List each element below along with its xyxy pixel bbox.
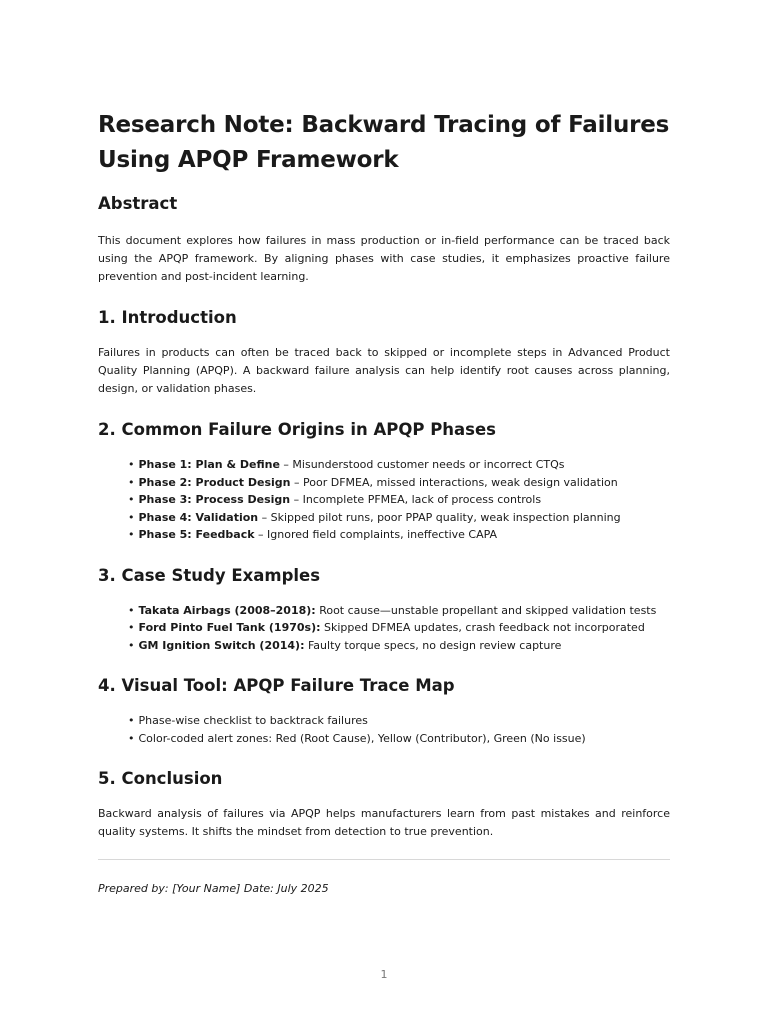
visual-tool-list [98, 712, 670, 747]
conclusion-text: Backward analysis of failures via APQP helps manufacturers learn from past mistakes and reinforce quality systems. It shifts the mindset from detection to true prevention. [98, 807, 670, 838]
list-item-text: – Misunderstood customer needs or incorrect CTQs [279, 458, 565, 471]
bullet-marker: • [128, 493, 135, 506]
bullet-marker: • [128, 714, 135, 727]
list-item-text: – Ignored field complaints, ineffective CAPA [254, 528, 498, 541]
abstract-text: This document explores how failures in mass production or in-field performance can be traced back using the APQP framework. By aligning phases with case studies, it emphasizes proactive failure prevention and post-incident learning. [98, 234, 670, 283]
list-item [128, 712, 670, 730]
list-item-label: Phase 5: Feedback [138, 528, 255, 541]
visual-tool-heading: 4. Visual Tool: APQP Failure Trace Map [98, 676, 455, 695]
bullet-marker: • [128, 475, 135, 489]
list-item [128, 491, 670, 509]
list-item-label: GM Ignition Switch (2014): [138, 638, 305, 652]
list-item [128, 730, 670, 748]
list-item [128, 637, 670, 655]
list-item-text: – Incomplete PFMEA, lack of process controls [290, 493, 542, 506]
list-item-text: – Poor DFMEA, missed interactions, weak design validation [290, 475, 618, 489]
conclusion-heading: 5. Conclusion [98, 769, 223, 788]
list-item [128, 509, 670, 527]
bullet-marker: • [128, 638, 135, 652]
list-item [128, 474, 670, 492]
list-item [128, 602, 670, 620]
bullet-marker: • [128, 603, 135, 617]
bullet-marker: • [128, 731, 135, 745]
list-item-text: Faulty torque specs, no design review capture [304, 638, 562, 652]
bullet-marker: • [128, 528, 135, 541]
page-number: 1 [380, 968, 388, 981]
introduction-text: Failures in products can often be traced back to skipped or incomplete steps in Advanced Product Quality Planning (APQP). A backward failure analysis can help identify root causes across planning, design, or validation phases. [98, 346, 670, 395]
case-studies-heading: 3. Case Study Examples [98, 565, 321, 585]
bullet-marker: • [128, 510, 135, 524]
abstract-heading: Abstract [98, 194, 178, 213]
list-item [128, 619, 670, 637]
list-item-label: Phase 4: Validation [138, 510, 259, 524]
list-item-label: Phase 2: Product Design [138, 475, 291, 489]
list-item-text: – Skipped pilot runs, poor PPAP quality, weak inspection planning [258, 510, 621, 524]
prepared-by-note: Prepared by: [Your Name] Date: July 2025 [98, 882, 329, 895]
bullet-marker: • [128, 458, 135, 471]
case-studies-list [98, 602, 670, 655]
failure-origins-heading: 2. Common Failure Origins in APQP Phases [98, 420, 496, 439]
list-item [128, 526, 670, 544]
failure-origins-list [98, 456, 670, 544]
list-item-text: Skipped DFMEA updates, crash feedback not incorporated [320, 621, 645, 634]
list-item-text: Phase-wise checklist to backtrack failures [138, 714, 368, 727]
list-item-label: Phase 3: Process Design [138, 493, 291, 506]
page-title: Research Note: Backward Tracing of Failures Using APQP Framework [98, 112, 670, 173]
list-item-label: Takata Airbags (2008–2018): [138, 603, 316, 617]
bullet-marker: • [128, 621, 135, 634]
divider [98, 859, 670, 860]
list-item-label: Ford Pinto Fuel Tank (1970s): [138, 621, 321, 634]
list-item-text: Color-coded alert zones: Red (Root Cause), Yellow (Contributor), Green (No issue) [138, 731, 586, 745]
list-item [128, 456, 670, 474]
list-item-label: Phase 1: Plan & Define [138, 458, 280, 471]
introduction-heading: 1. Introduction [98, 308, 237, 327]
list-item-text: Root cause—unstable propellant and skipped validation tests [315, 603, 657, 617]
document-page [98, 108, 670, 898]
